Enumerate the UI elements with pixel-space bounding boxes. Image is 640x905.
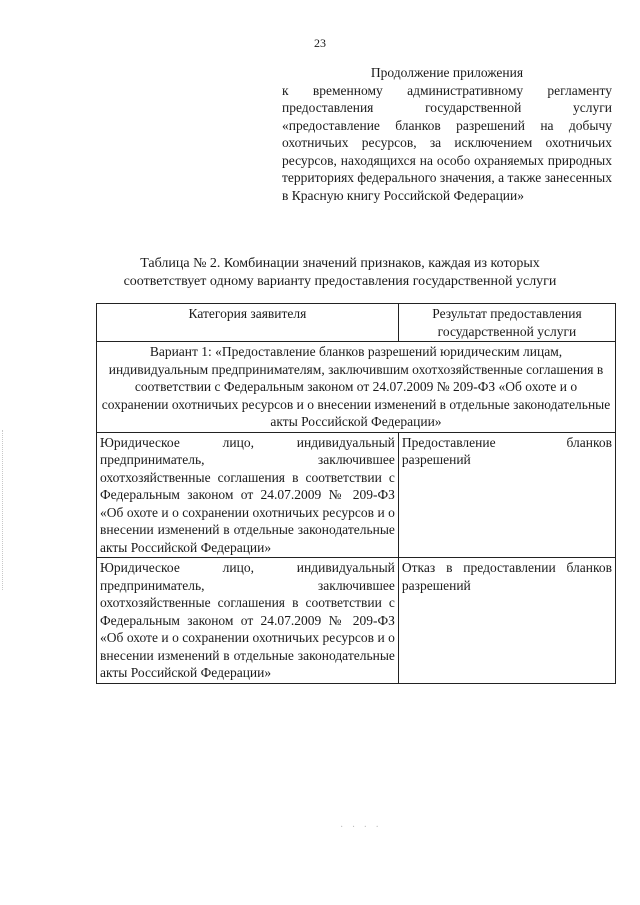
applicant-category-cell: Юридическое лицо, индивидуальный предприниматель, заключившее охотхозяйственные соглашения в соответствии с Федеральным законом от 24.07.2009 № 209-ФЗ «Об охоте и о сохранении охотничьих ресурсов и о внесении изменений в отдельные законодательные акты Российской Федерации» (97, 432, 399, 558)
appendix-reference: к временному административному регламенту предоставления государственной услуги «предоставление бланков разрешений на добычу охотничьих ресурсов, за исключением охотничьих ресурсов, находящихся на особо охраняемых природных территориях федерального значения, а также занесенных в Красную книгу Российской Федерации» (282, 82, 612, 203)
variant-row (97, 342, 616, 433)
header-category: Категория заявителя (97, 304, 399, 342)
table-caption (60, 255, 620, 291)
header-result: Результат предоставления государственной услуги (398, 304, 615, 342)
scan-edge-marks (2, 430, 7, 590)
variants-table (96, 303, 616, 684)
appendix-header (282, 64, 612, 204)
scan-footer-marks: · · · · (340, 822, 382, 833)
table-header-row (97, 304, 616, 342)
table-row (97, 432, 616, 558)
applicant-category-cell: Юридическое лицо, индивидуальный предприниматель, заключившее охотхозяйственные соглашения в соответствии с Федеральным законом от 24.07.2009 № 209-ФЗ «Об охоте и о сохранении охотничьих ресурсов и о внесении изменений в отдельные законодательные акты Российской Федерации» (97, 558, 399, 684)
table-caption-line-2: соответствует одному варианту предоставления государственной услуги (123, 274, 557, 289)
service-result-cell: Предоставление бланков разрешений (398, 432, 615, 558)
table-row (97, 558, 616, 684)
table-caption-line-1: Таблица № 2. Комбинации значений признаков, каждая из которых (140, 256, 540, 271)
variant-description: Вариант 1: «Предоставление бланков разрешений юридическим лицам, индивидуальным предпринимателям, заключившим охотхозяйственные соглашения в соответствии с Федеральным законом от 24.07.2009 № 209-ФЗ «Об охоте и о сохранении охотничьих ресурсов и о внесении изменений в отдельные законодательные акты Российской Федерации» (97, 342, 616, 433)
appendix-title: Продолжение приложения (370, 65, 524, 80)
service-result-cell: Отказ в предоставлении бланков разрешений (398, 558, 615, 684)
page-number: 23 (314, 36, 326, 50)
